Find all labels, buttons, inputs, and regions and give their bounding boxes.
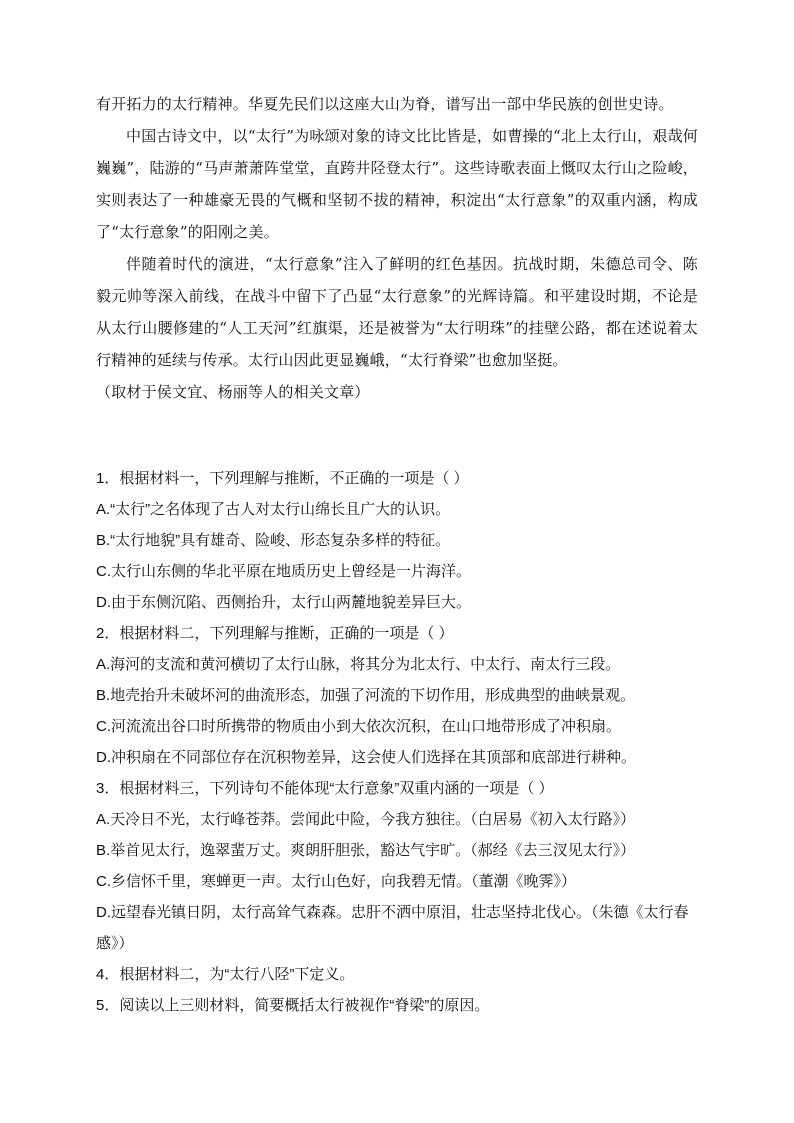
question-3-option-c: C.乡信怀千里，寒蝉更一声。太行山色好，向我碧无情。（董潮《晚霁》） — [96, 873, 577, 890]
question-4-stem: 4．根据材料二，为“太行八陉”下定义。 — [96, 966, 355, 983]
question-2-option-b: B.地壳抬升未破坏河的曲流形态，加强了河流的下切作用，形成典型的曲峡景观。 — [96, 687, 636, 704]
reading-passage — [96, 88, 698, 408]
question-1 — [96, 463, 698, 618]
passage-source-note: （取材于侯文宜、杨丽等人的相关文章） — [96, 383, 370, 401]
passage-paragraph-3: 伴随着时代的演进，“太行意象”注入了鲜明的红色基因。抗战时期，朱德总司令、陈毅元帅等深入前线，在战斗中留下了凸显“太行意象”的光辉诗篇。和平建设时期，不论是从太行山腰修建的“人工天河”红旗渠，还是被誉为“太行明珠”的挂壁公路，都在述说着太行精神的延续与传承。太行山因此更显巍峨，“太行脊梁”也愈加坚挺。 — [96, 255, 698, 369]
passage-paragraph-continuation: 有开拓力的太行精神。华夏先民们以这座大山为脊，谱写出一部中华民族的创世史诗。 — [96, 95, 674, 113]
question-3-stem: 3．根据材料三，下列诗句不能体现“太行意象”双重内涵的一项是（ ） — [96, 780, 554, 797]
question-5-stem: 5．阅读以上三则材料，简要概括太行被视作“脊梁”的原因。 — [96, 997, 490, 1014]
question-5 — [96, 990, 698, 1021]
question-1-option-c: C.太行山东侧的华北平原在地质历史上曾经是一片海洋。 — [96, 563, 472, 580]
question-3-option-a: A.天冷日不光，太行峰苍莽。尝闻此中险，今我方独往。（白居易《初入太行路》） — [96, 811, 636, 828]
question-1-option-b: B.“太行地貌”具有雄奇、险峻、形态复杂多样的特征。 — [96, 532, 451, 549]
question-2 — [96, 618, 698, 773]
question-1-option-a: A.“太行”之名体现了古人对太行山绵长且广大的认识。 — [96, 501, 451, 518]
question-3-option-b: B.举首见太行，逸翠蜚万丈。爽朗肝胆张，豁达气宇旷。（郝经《去三汊见太行》） — [96, 842, 636, 859]
question-1-stem: 1．根据材料一，下列理解与推断，不正确的一项是（ ） — [96, 470, 469, 487]
passage-paragraph-2: 中国古诗文中，以“太行”为咏颂对象的诗文比比皆是，如曹操的“北上太行山，艰哉何巍巍”，陆游的“马声萧萧阵堂堂，直跨井陉登太行”。这些诗歌表面上慨叹太行山之险峻，实则表达了一种雄豪无畏的气概和坚韧不拔的精神，积淀出“太行意象”的双重内涵，构成了“太行意象”的阳刚之美。 — [96, 127, 698, 241]
question-2-option-a: A.海河的支流和黄河横切了太行山脉，将其分为北太行、中太行、南太行三段。 — [96, 656, 621, 673]
question-2-stem: 2．根据材料二，下列理解与推断，正确的一项是（ ） — [96, 625, 454, 642]
question-3 — [96, 773, 698, 959]
question-1-option-d: D.由于东侧沉陷、西侧抬升，太行山两麓地貌差异巨大。 — [96, 594, 472, 611]
questions-section — [96, 463, 698, 1021]
question-3-option-d: D.远望春光镇日阴，太行高耸气森森。忠肝不洒中原泪，壮志坚持北伐心。（朱德《太行春感》） — [96, 904, 689, 952]
question-4 — [96, 959, 698, 990]
question-2-option-d: D.冲积扇在不同部位存在沉积物差异，这会使人们选择在其顶部和底部进行耕种。 — [96, 749, 637, 766]
question-2-option-c: C.河流流出谷口时所携带的物质由小到大依次沉积，在山口地带形成了冲积扇。 — [96, 718, 622, 735]
